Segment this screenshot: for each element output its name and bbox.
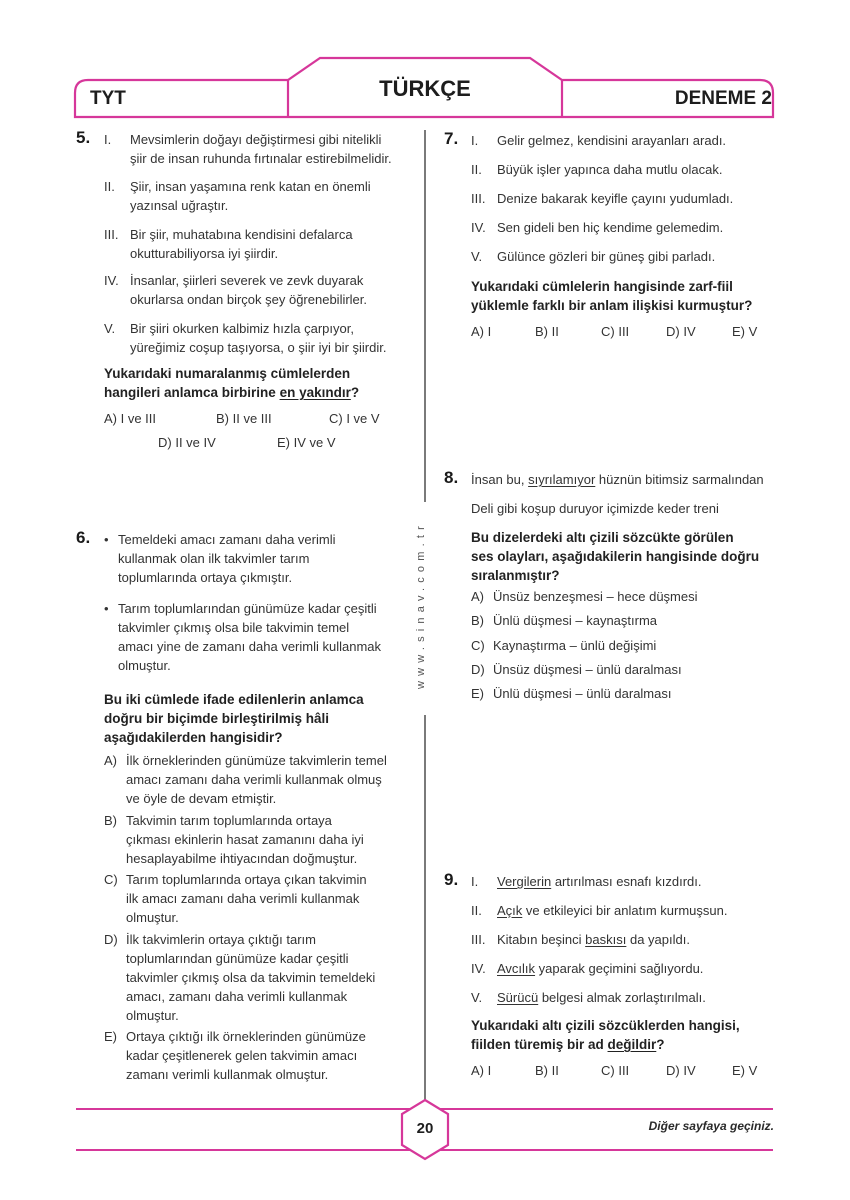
option-text: amacı zamanı daha verimli kullanmak olmuş — [126, 772, 382, 787]
option-letter: A) — [471, 589, 484, 604]
option-text: hesaplayabilme ihtiyacından doğmuştur. — [126, 851, 358, 866]
statement-1 — [104, 130, 392, 168]
prompt-text: ? — [350, 385, 360, 400]
answer-option-d[interactable]: D) II ve IV — [158, 435, 216, 450]
answer-option-a[interactable] — [104, 751, 387, 808]
question-number: 6. — [76, 528, 91, 547]
sentence-text: ve etkileyici bir anlatım kurmuşsun. — [522, 903, 728, 918]
option-text: Ünlü düşmesi – ünlü daralması — [493, 686, 672, 701]
sentence-text: belgesi almak zorlaştırılmalı. — [538, 990, 706, 1005]
option-letter: D) — [104, 932, 118, 947]
option-letter: A) — [104, 753, 117, 768]
prompt-text: Yukarıdaki numaralanmış cümlelerden — [104, 366, 351, 381]
verse-text: hüznün bitimsiz sarmalından — [595, 472, 764, 487]
statement-text: yüreğimiz coşup taşıyorsa, o şiir iyi bir şiirdir. — [130, 340, 387, 355]
column-divider-top — [424, 130, 426, 502]
answer-option-b[interactable]: B) II — [535, 324, 559, 339]
option-text: olmuştur. — [126, 1008, 179, 1023]
statement-text: yazınsal uğraştır. — [130, 198, 229, 213]
question-prompt — [471, 1016, 740, 1054]
option-text: toplumlarından günümüze kadar çeşitli — [126, 951, 349, 966]
sentence-text: da yapıldı. — [626, 932, 690, 947]
bullet-icon: • — [104, 601, 109, 616]
sentence-text: Büyük işler yapınca daha mutlu olacak. — [497, 162, 723, 177]
sentence-numeral: II. — [471, 162, 482, 177]
prompt-text: hangileri anlamca birbirine — [104, 385, 280, 400]
answer-option-e[interactable]: E) V — [732, 324, 758, 339]
sentence-numeral: III. — [471, 932, 486, 947]
sentence-2 — [471, 160, 722, 179]
answer-option-b[interactable]: B) II ve III — [216, 411, 272, 426]
statement-text: İnsanlar, şiirleri severek ve zevk duyarak — [130, 273, 364, 288]
answer-option-e[interactable]: E) IV ve V — [277, 435, 336, 450]
exam-number-label: DENEME 2 — [674, 88, 772, 109]
prompt-text: sıralanmıştır? — [471, 568, 560, 583]
statement-text: Mevsimlerin doğayı değiştirmesi gibi nitelikli — [130, 132, 382, 147]
next-page-note: Diğer sayfaya geçiniz. — [648, 1119, 774, 1133]
question-number: 5. — [76, 128, 91, 147]
verse-line-2: Deli gibi koşup duruyor içimizde keder treni — [471, 501, 719, 516]
question-number: 9. — [444, 870, 459, 889]
sentence-text: Denize bakarak keyifle çayını yudumladı. — [497, 191, 734, 206]
option-text: zamanı verimli kullanmak olmuştur. — [126, 1067, 329, 1082]
option-text: olmuştur. — [126, 910, 179, 925]
statement-text: okurlarsa ondan birçok şey öğrenebilirler. — [130, 292, 368, 307]
question-number: 7. — [444, 129, 459, 148]
statement-4 — [104, 271, 367, 309]
prompt-text: aşağıdakilerden hangisidir? — [104, 730, 283, 745]
sentence-2 — [471, 901, 727, 920]
option-letter: C) — [104, 872, 118, 887]
sentence-4 — [471, 218, 723, 237]
option-letter: E) — [104, 1029, 117, 1044]
sentence-numeral: III. — [471, 191, 486, 206]
underlined-word: Açık — [497, 903, 523, 918]
prompt-text: Yukarıdaki cümlelerin hangisinde zarf-fiil — [471, 279, 733, 294]
option-letter: B) — [471, 613, 484, 628]
prompt-text: Yukarıdaki altı çizili sözcüklerden hangisi, — [471, 1018, 740, 1033]
bullet-icon: • — [104, 532, 109, 547]
answer-option-b[interactable] — [104, 811, 364, 868]
statement-numeral: V. — [104, 321, 116, 336]
answer-option-e[interactable]: E) V — [732, 1063, 758, 1078]
premise-text: amacı yine de zamanı daha verimli kullanmak — [118, 639, 382, 654]
sentence-text: Sen gideli ben hiç kendime gelemedim. — [497, 220, 724, 235]
sentence-text: Gelir gelmez, kendisini arayanları aradı. — [497, 133, 727, 148]
answer-option-a[interactable]: A) I — [471, 1063, 492, 1078]
sentence-3 — [471, 189, 733, 208]
option-text: ilk amacı zamanı daha verimli kullanmak — [126, 891, 360, 906]
answer-option-d[interactable] — [104, 930, 375, 1025]
statement-text: Bir şiiri okurken kalbimiz hızla çarpıyor, — [130, 321, 354, 336]
answer-option-c[interactable] — [471, 636, 656, 655]
option-text: Ortaya çıktığı ilk örneklerinden günümüze — [126, 1029, 366, 1044]
sentence-5 — [471, 247, 715, 266]
answer-option-b[interactable]: B) II — [535, 1063, 559, 1078]
prompt-text: fiilden türemiş bir ad — [471, 1037, 608, 1052]
option-text: İlk örneklerinden günümüze takvimlerin temel — [126, 753, 387, 768]
premise-text: kullanmak olan ilk takvimler tarım — [118, 551, 310, 566]
option-text: çıkması ekinlerin hasat zamanını daha iyi — [126, 832, 364, 847]
sentence-numeral: I. — [471, 133, 479, 148]
premise-text: Temeldeki amacı zamanı daha verimli — [118, 532, 336, 547]
option-text: ve öyle de devam etmiştir. — [126, 791, 277, 806]
premise-bullet-1 — [104, 530, 335, 587]
option-letter: E) — [471, 686, 484, 701]
premise-text: Tarım toplumlarından günümüze kadar çeşitli — [118, 601, 377, 616]
page-number: 20 — [416, 1120, 434, 1137]
sentence-1 — [471, 872, 701, 891]
statement-numeral: III. — [104, 227, 119, 242]
prompt-text: Bu iki cümlede ifade edilenlerin anlamca — [104, 692, 364, 707]
prompt-text: ? — [656, 1037, 665, 1052]
answer-option-a[interactable]: A) I ve III — [104, 411, 157, 426]
statement-numeral: I. — [104, 132, 112, 147]
answer-option-d[interactable]: D) IV — [666, 324, 696, 339]
underlined-word: sıyrılamıyor — [528, 472, 596, 487]
answer-option-d[interactable] — [471, 660, 682, 679]
underlined-emphasis: değildir — [607, 1037, 657, 1052]
sentence-text: yaparak geçimini sağlıyordu. — [535, 961, 704, 976]
premise-text: toplumlarında ortaya çıkmıştır. — [118, 570, 293, 585]
option-letter: C) — [471, 638, 485, 653]
option-text: Ünlü düşmesi – kaynaştırma — [493, 613, 658, 628]
sentence-numeral: V. — [471, 990, 483, 1005]
option-text: amacı, zamanı daha verimli kullanmak — [126, 989, 348, 1004]
answer-option-c[interactable] — [104, 870, 367, 927]
question-number: 8. — [444, 468, 459, 487]
watermark: www.sinav.com.tr — [415, 521, 427, 689]
statement-numeral: II. — [104, 179, 115, 194]
question-prompt — [471, 277, 752, 315]
underlined-emphasis: en yakındır — [279, 385, 351, 400]
statement-text: şiir de insan ruhunda fırtınalar estirebilmelidir. — [130, 151, 392, 166]
option-text: İlk takvimlerin ortaya çıktığı tarım — [126, 932, 316, 947]
prompt-text: Bu dizelerdeki altı çizili sözcükte görülen — [471, 530, 734, 545]
underlined-word: baskısı — [585, 932, 627, 947]
answer-option-d[interactable]: D) IV — [666, 1063, 696, 1078]
option-text: kadar çeşitlenerek gelen takvimin amacı — [126, 1048, 358, 1063]
answer-option-e[interactable] — [104, 1027, 366, 1084]
option-text: Ünsüz benzeşmesi – hece düşmesi — [493, 589, 698, 604]
statement-numeral: IV. — [104, 273, 119, 288]
prompt-text: yüklemle farklı bir anlam ilişkisi kurmuştur? — [471, 298, 753, 313]
option-text: Tarım toplumlarında ortaya çıkan takvimin — [126, 872, 367, 887]
sentence-text: Gülünce gözleri bir güneş gibi parladı. — [497, 249, 716, 264]
sentence-text: artırılması esnafı kızdırdı. — [551, 874, 702, 889]
underlined-word: Vergilerin — [497, 874, 552, 889]
sentence-3 — [471, 930, 690, 949]
answer-option-c[interactable]: C) I ve V — [329, 411, 380, 426]
answer-option-c[interactable]: C) III — [601, 1063, 630, 1078]
statement-text: Bir şiir, muhatabına kendisini defalarca — [130, 227, 353, 242]
option-text: Takvimin tarım toplumlarında ortaya — [126, 813, 332, 828]
answer-option-e[interactable] — [471, 684, 671, 703]
premise-text: olmuştur. — [118, 658, 171, 673]
option-letter: D) — [471, 662, 485, 677]
option-text: takvimler çıkmış olsa da takvimin temeldeki — [126, 970, 376, 985]
option-text: Kaynaştırma – ünlü değişimi — [493, 638, 657, 653]
underlined-word: Sürücü — [497, 990, 539, 1005]
premise-text: takvimler çıkmış olsa bile takvimin temel — [118, 620, 350, 635]
prompt-text: doğru bir biçimde birleştirilmiş hâli — [104, 711, 330, 726]
sentence-numeral: I. — [471, 874, 479, 889]
sentence-numeral: IV. — [471, 220, 486, 235]
premise-bullet-2 — [104, 599, 381, 675]
statement-text: Şiir, insan yaşamına renk katan en önemli — [130, 179, 371, 194]
answer-option-a[interactable] — [471, 587, 698, 606]
verse-line-1 — [471, 470, 764, 489]
sentence-numeral: II. — [471, 903, 482, 918]
sentence-4 — [471, 959, 703, 978]
verse-text: İnsan bu, — [471, 472, 529, 487]
statement-2 — [104, 177, 371, 215]
statement-5 — [104, 319, 386, 357]
sentence-numeral: IV. — [471, 961, 486, 976]
exam-type-label: TYT — [90, 88, 126, 109]
sentence-text: Kitabın beşinci — [497, 932, 586, 947]
header-frame — [0, 0, 850, 130]
underlined-word: Avcılık — [497, 961, 536, 976]
prompt-text: ses olayları, aşağıdakilerin hangisinde doğru — [471, 549, 760, 564]
option-letter: B) — [104, 813, 117, 828]
option-text: Ünsüz düşmesi – ünlü daralması — [493, 662, 682, 677]
statement-3 — [104, 225, 353, 263]
answer-option-b[interactable] — [471, 611, 657, 630]
sentence-numeral: V. — [471, 249, 483, 264]
sentence-5 — [471, 988, 706, 1007]
answer-option-a[interactable]: A) I — [471, 324, 492, 339]
answer-option-c[interactable]: C) III — [601, 324, 630, 339]
question-prompt — [471, 528, 759, 585]
sentence-1 — [471, 131, 726, 150]
column-divider-bottom — [424, 715, 426, 1100]
question-prompt — [104, 690, 364, 747]
statement-text: okutturabiliyorsa iyi şiirdir. — [130, 246, 279, 261]
question-prompt — [104, 364, 359, 402]
subject-title: TÜRKÇE — [379, 76, 471, 101]
